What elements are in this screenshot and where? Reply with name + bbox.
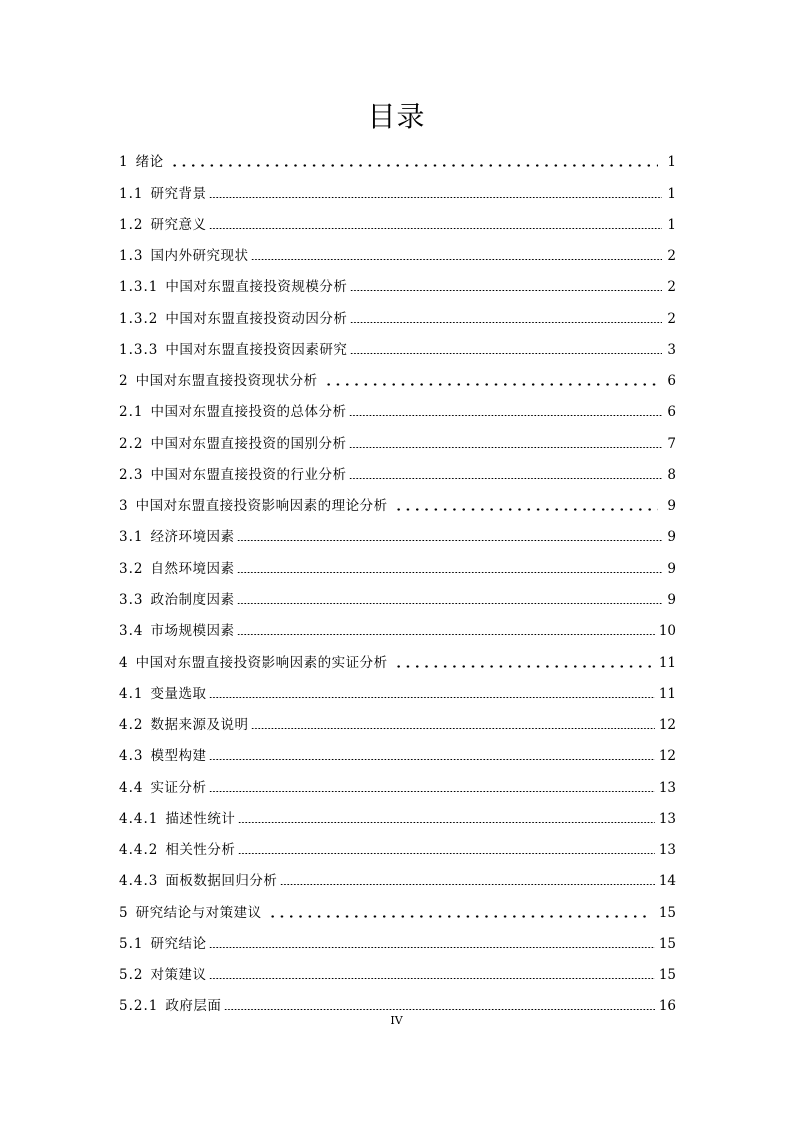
toc-entry-page: 16 [658,998,676,1015]
toc-entry-page: 13 [658,810,676,827]
toc-entry-number: 4.2 [119,717,144,734]
toc-entry-title: 相关性分析 [165,842,236,859]
toc-entry-title: 中国对东盟直接投资动因分析 [165,310,348,327]
toc-entry-page: 1 [667,154,676,171]
toc-entry[interactable] [119,640,676,671]
toc-entry-number: 2.1 [119,404,144,421]
toc-dot-leader [238,822,654,823]
toc-dot-leader [209,697,654,698]
toc-entry-page: 6 [667,373,676,390]
toc-dot-leader [350,322,662,323]
toc-entry-title: 政治制度因素 [150,591,235,608]
toc-entry-page: 7 [667,435,676,452]
toc-entry-page: 12 [658,717,676,734]
toc-entry-page: 11 [658,654,676,671]
toc-entry-title: 研究背景 [150,185,207,202]
toc-entry-title: 中国对东盟直接投资规模分析 [165,279,348,296]
toc-entry[interactable] [119,797,676,828]
toc-entry[interactable] [119,734,676,765]
toc-entry[interactable] [119,765,676,796]
toc-dot-leader [268,915,651,918]
toc-dot-leader [349,478,662,479]
toc-entry-title: 描述性统计 [165,810,236,827]
toc-entry-number: 1.2 [119,216,144,233]
toc-entry-title: 政府层面 [165,998,222,1015]
toc-entry[interactable] [119,890,676,921]
toc-entry-title: 数据来源及说明 [150,717,249,734]
toc-entry-number: 2.2 [119,435,144,452]
toc-dot-leader [237,572,662,573]
toc-dot-leader [349,447,662,448]
toc-dot-leader [170,164,658,167]
toc-entry-title: 模型构建 [150,748,207,765]
page-number: IV [390,1014,403,1027]
toc-entry[interactable] [119,609,676,640]
toc-entry[interactable] [119,859,676,890]
toc-entry-page: 2 [667,310,676,327]
toc-dot-leader [209,978,654,979]
toc-entry[interactable] [119,265,676,296]
toc-dot-leader [237,540,662,541]
toc-entry-number: 3.4 [119,623,144,640]
toc-dot-leader [251,728,654,729]
toc-entry-page: 3 [667,341,676,358]
toc-entry-title: 中国对东盟直接投资影响因素的实证分析 [135,654,388,671]
toc-dot-leader [251,259,662,260]
toc-entry-page: 11 [658,685,676,702]
toc-entry-number: 5.2.1 [119,998,159,1015]
toc-entry-page: 13 [658,779,676,796]
toc-entry-number: 3.3 [119,591,144,608]
toc-entry-page: 1 [667,185,676,202]
toc-dot-leader [350,290,662,291]
toc-entry-number: 4.4 [119,779,144,796]
toc-entry[interactable] [119,578,676,609]
toc-dot-leader [209,947,654,948]
toc-dot-leader [209,791,654,792]
toc-dot-leader [280,884,654,885]
toc-entry-number: 2.3 [119,466,144,483]
toc-entry-title: 变量选取 [150,685,207,702]
toc-entry-page: 15 [658,935,676,952]
toc-entry-title: 研究结论 [150,935,207,952]
toc-entry-number: 5.2 [119,967,144,984]
toc-entry-page: 9 [667,591,676,608]
toc-entry-number: 1.3 [119,248,144,265]
toc-entry-number: 4.4.3 [119,873,159,890]
toc-entry-page: 12 [658,748,676,765]
toc-list [119,140,676,1015]
toc-entry-page: 15 [658,967,676,984]
toc-entry-page: 13 [658,842,676,859]
toc-dot-leader [224,1009,654,1010]
toc-entry[interactable] [119,421,676,452]
toc-dot-leader [349,415,662,416]
toc-entry-title: 中国对东盟直接投资影响因素的理论分析 [135,498,388,515]
toc-entry[interactable] [119,171,676,202]
toc-dot-leader [237,634,654,635]
toc-entry-title: 中国对东盟直接投资现状分析 [135,373,318,390]
toc-entry-number: 1.1 [119,185,144,202]
toc-entry[interactable] [119,203,676,234]
toc-entry-number: 1.3.1 [119,279,159,296]
toc-entry-page: 9 [667,529,676,546]
toc-entry-number: 4 [119,654,129,671]
toc-entry-number: 4.4.1 [119,810,159,827]
toc-entry[interactable] [119,546,676,577]
toc-entry-number: 2 [119,373,129,390]
toc-entry[interactable] [119,140,676,171]
toc-entry[interactable] [119,484,676,515]
toc-entry-title: 中国对东盟直接投资的总体分析 [150,404,347,421]
toc-entry-number: 5.1 [119,935,144,952]
toc-entry-page: 14 [658,873,676,890]
toc-entry-title: 绪论 [135,154,164,171]
toc-entry[interactable] [119,703,676,734]
toc-entry-title: 中国对东盟直接投资的国别分析 [150,435,347,452]
toc-entry-title: 面板数据回归分析 [165,873,278,890]
toc-dot-leader [394,508,658,511]
toc-entry-title: 中国对东盟直接投资因素研究 [165,341,348,358]
toc-entry-title: 研究结论与对策建议 [135,904,262,921]
toc-entry[interactable] [119,453,676,484]
toc-entry-title: 市场规模因素 [150,623,235,640]
toc-entry-number: 3.2 [119,560,144,577]
toc-dot-leader [350,353,662,354]
toc-entry-number: 3.1 [119,529,144,546]
toc-entry-page: 1 [667,216,676,233]
toc-entry-page: 10 [658,623,676,640]
toc-entry-page: 9 [667,560,676,577]
toc-entry-page: 2 [667,248,676,265]
toc-dot-leader [209,228,662,229]
toc-dot-leader [209,759,654,760]
toc-entry-page: 15 [658,904,676,921]
toc-dot-leader [324,383,658,386]
toc-entry[interactable] [119,828,676,859]
toc-entry-title: 自然环境因素 [150,560,235,577]
toc-entry-title: 实证分析 [150,779,207,796]
toc-entry-page: 9 [667,498,676,515]
toc-title: 目录 [367,100,426,133]
toc-entry[interactable] [119,296,676,327]
toc-entry-number: 3 [119,498,129,515]
toc-dot-leader [237,603,662,604]
toc-entry[interactable] [119,359,676,390]
toc-entry-page: 2 [667,279,676,296]
toc-entry[interactable] [119,922,676,953]
toc-entry[interactable] [119,515,676,546]
toc-entry[interactable] [119,234,676,265]
toc-entry-page: 6 [667,404,676,421]
toc-entry-number: 4.4.2 [119,842,159,859]
toc-entry-title: 对策建议 [150,967,207,984]
toc-entry-number: 1.3.2 [119,310,159,327]
toc-dot-leader [394,665,651,668]
toc-entry[interactable] [119,328,676,359]
toc-dot-leader [238,853,654,854]
toc-entry[interactable] [119,390,676,421]
toc-entry-title: 研究意义 [150,216,207,233]
toc-entry-number: 1.3.3 [119,341,159,358]
toc-entry-title: 国内外研究现状 [150,248,249,265]
toc-entry-number: 1 [119,154,129,171]
toc-entry-number: 4.1 [119,685,144,702]
toc-entry-number: 4.3 [119,748,144,765]
toc-entry[interactable] [119,672,676,703]
toc-entry[interactable] [119,984,676,1015]
toc-dot-leader [209,197,662,198]
toc-entry-title: 中国对东盟直接投资的行业分析 [150,466,347,483]
toc-entry-title: 经济环境因素 [150,529,235,546]
toc-entry[interactable] [119,953,676,984]
toc-entry-page: 8 [667,466,676,483]
toc-entry-number: 5 [119,904,129,921]
